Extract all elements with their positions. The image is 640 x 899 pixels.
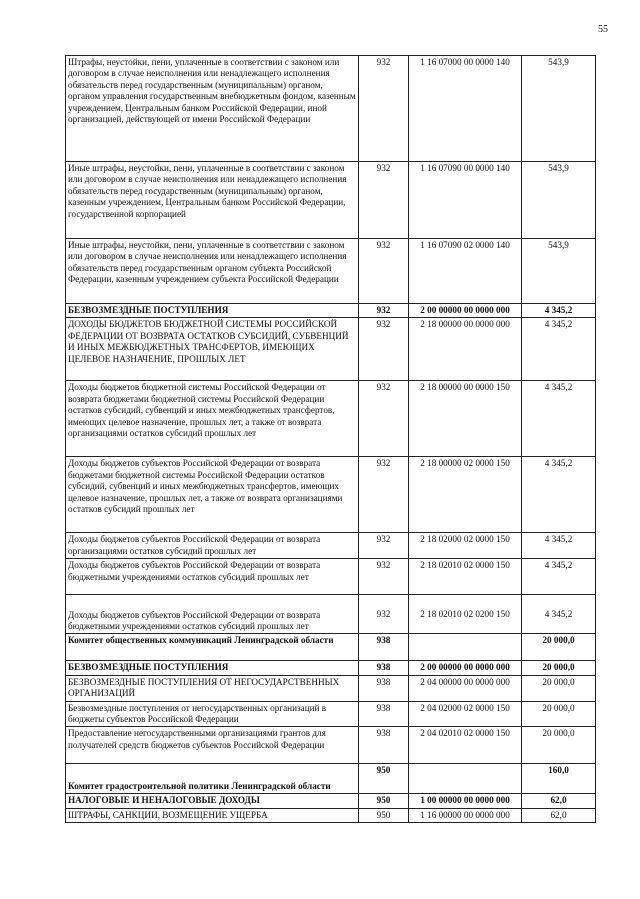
row-name-cell: Комитет градостроительной политики Ленинградской области bbox=[66, 764, 359, 794]
table-row bbox=[66, 239, 596, 304]
table-row bbox=[66, 595, 596, 634]
kbk-code-cell: 2 18 00000 00 0000 000 bbox=[409, 318, 522, 381]
table-row bbox=[66, 675, 596, 701]
kbk-code-cell: 2 18 02000 02 0000 150 bbox=[409, 533, 522, 559]
row-name-cell: Доходы бюджетов бюджетной системы Российской Федерации от возврата бюджетами бюджетной системы Российской Федерации остатков субсидий, субвенций и иных межбюджетных трансфертов, имеющих целевое назначение, прошлых лет, а также от возврата организациями остатков субсидий прошлых лет bbox=[66, 381, 359, 457]
kbk-code-cell: 2 00 00000 00 0000 000 bbox=[409, 304, 522, 318]
row-name-cell: Доходы бюджетов субъектов Российской Федерации от возврата бюджетными учреждениями остатков субсидий прошлых лет bbox=[66, 595, 359, 634]
admin-code-cell: 950 bbox=[359, 764, 409, 794]
sum-cell: 543,9 bbox=[522, 239, 596, 304]
kbk-code-cell: 2 00 00000 00 0000 000 bbox=[409, 661, 522, 675]
table-row bbox=[66, 318, 596, 381]
kbk-code-cell: 2 18 02010 02 0200 150 bbox=[409, 595, 522, 634]
admin-code-cell: 932 bbox=[359, 304, 409, 318]
kbk-code-cell: 2 04 02000 02 0000 150 bbox=[409, 701, 522, 727]
row-name-cell: ШТРАФЫ, САНКЦИИ, ВОЗМЕЩЕНИЕ УЩЕРБА bbox=[66, 808, 359, 822]
table-row bbox=[66, 457, 596, 533]
sum-cell: 20 000,0 bbox=[522, 727, 596, 764]
row-name-cell: ДОХОДЫ БЮДЖЕТОВ БЮДЖЕТНОЙ СИСТЕМЫ РОССИЙСКОЙ ФЕДЕРАЦИИ ОТ ВОЗВРАТА ОСТАТКОВ СУБСИДИЙ, СУБВЕНЦИЙ И ИНЫХ МЕЖБЮДЖЕТНЫХ ТРАНСФЕРТОВ, ИМЕЮЩИХ ЦЕЛЕВОЕ НАЗНАЧЕНИЕ, ПРОШЛЫХ ЛЕТ bbox=[66, 318, 359, 381]
table-row bbox=[66, 304, 596, 318]
table-row bbox=[66, 381, 596, 457]
admin-code-cell: 932 bbox=[359, 162, 409, 239]
table-row bbox=[66, 661, 596, 675]
page-number: 55 bbox=[598, 24, 608, 35]
revenue-table bbox=[65, 55, 596, 823]
table-row bbox=[66, 764, 596, 794]
table-row bbox=[66, 794, 596, 808]
admin-code-cell: 932 bbox=[359, 239, 409, 304]
admin-code-cell: 932 bbox=[359, 56, 409, 162]
table-row bbox=[66, 701, 596, 727]
admin-code-cell: 932 bbox=[359, 318, 409, 381]
row-name-cell: БЕЗВОЗМЕЗДНЫЕ ПОСТУПЛЕНИЯ ОТ НЕГОСУДАРСТВЕННЫХ ОРГАНИЗАЦИЙ bbox=[66, 675, 359, 701]
kbk-code-cell: 2 04 02010 02 0000 150 bbox=[409, 727, 522, 764]
row-name-cell: Штрафы, неустойки, пени, уплаченные в соответствии с законом или договором в случае неисполнения или ненадлежащего исполнения обязательств перед государственным (муниципальным) органом, органом управления государственным внебюджетным фондом, казенным учреждением, Центральным банком Российской Федерации, иной организацией, действующей от имени Российской Федерации bbox=[66, 56, 359, 162]
row-name-cell: БЕЗВОЗМЕЗДНЫЕ ПОСТУПЛЕНИЯ bbox=[66, 661, 359, 675]
admin-code-cell: 938 bbox=[359, 675, 409, 701]
admin-code-cell: 932 bbox=[359, 559, 409, 595]
table-row bbox=[66, 162, 596, 239]
row-name-cell: НАЛОГОВЫЕ И НЕНАЛОГОВЫЕ ДОХОДЫ bbox=[66, 794, 359, 808]
admin-code-cell: 938 bbox=[359, 634, 409, 661]
sum-cell: 20 000,0 bbox=[522, 675, 596, 701]
row-name-cell: Доходы бюджетов субъектов Российской Федерации от возврата бюджетами бюджетной системы Российской Федерации остатков субсидий, субвенций и иных межбюджетных трансфертов, имеющих целевое назначение, прошлых лет, а также от возврата организациями остатков субсидий прошлых лет bbox=[66, 457, 359, 533]
sum-cell: 62,0 bbox=[522, 808, 596, 822]
admin-code-cell: 938 bbox=[359, 701, 409, 727]
kbk-code-cell: 1 16 07090 02 0000 140 bbox=[409, 239, 522, 304]
row-name-cell: Иные штрафы, неустойки, пени, уплаченные в соответствии с законом или договором в случае неисполнения или ненадлежащего исполнения обязательств перед государственным (муниципальным) органом, казенным учреждением, Центральным банком Российской Федерации, государственной корпорацией bbox=[66, 162, 359, 239]
table-row bbox=[66, 56, 596, 162]
sum-cell: 20 000,0 bbox=[522, 701, 596, 727]
admin-code-cell: 932 bbox=[359, 533, 409, 559]
table-row bbox=[66, 533, 596, 559]
admin-code-cell: 938 bbox=[359, 661, 409, 675]
kbk-code-cell: 2 04 00000 00 0000 000 bbox=[409, 675, 522, 701]
sum-cell: 4 345,2 bbox=[522, 318, 596, 381]
sum-cell: 4 345,2 bbox=[522, 559, 596, 595]
admin-code-cell: 950 bbox=[359, 808, 409, 822]
sum-cell: 62,0 bbox=[522, 794, 596, 808]
kbk-code-cell: 1 00 00000 00 0000 000 bbox=[409, 794, 522, 808]
sum-cell: 4 345,2 bbox=[522, 457, 596, 533]
sum-cell: 4 345,2 bbox=[522, 381, 596, 457]
admin-code-cell: 938 bbox=[359, 727, 409, 764]
kbk-code-cell: 2 18 00000 02 0000 150 bbox=[409, 457, 522, 533]
sum-cell: 4 345,2 bbox=[522, 595, 596, 634]
sum-cell: 160,0 bbox=[522, 764, 596, 794]
admin-code-cell: 950 bbox=[359, 794, 409, 808]
row-name-cell: Безвозмездные поступления от негосударственных организаций в бюджеты субъектов Российской Федерации bbox=[66, 701, 359, 727]
row-name-cell: Доходы бюджетов субъектов Российской Федерации от возврата организациями остатков субсидий прошлых лет bbox=[66, 533, 359, 559]
kbk-code-cell bbox=[409, 634, 522, 661]
sum-cell: 543,9 bbox=[522, 56, 596, 162]
kbk-code-cell: 1 16 07000 00 0000 140 bbox=[409, 56, 522, 162]
row-name-cell: Иные штрафы, неустойки, пени, уплаченные в соответствии с законом или договором в случае неисполнения или ненадлежащего исполнения обязательств перед государственным органом субъекта Российской Федерации, казенным учреждением субъекта Российской Федерации bbox=[66, 239, 359, 304]
kbk-code-cell: 2 18 02010 02 0000 150 bbox=[409, 559, 522, 595]
table-row bbox=[66, 727, 596, 764]
kbk-code-cell bbox=[409, 764, 522, 794]
admin-code-cell: 932 bbox=[359, 595, 409, 634]
sum-cell: 20 000,0 bbox=[522, 661, 596, 675]
row-name-cell: Доходы бюджетов субъектов Российской Федерации от возврата бюджетными учреждениями остатков субсидий прошлых лет bbox=[66, 559, 359, 595]
table-row bbox=[66, 808, 596, 822]
table-row bbox=[66, 634, 596, 661]
sum-cell: 543,9 bbox=[522, 162, 596, 239]
sum-cell: 4 345,2 bbox=[522, 304, 596, 318]
row-name-cell: Предоставление негосударственными организациями грантов для получателей средств бюджетов субъектов Российской Федерации bbox=[66, 727, 359, 764]
admin-code-cell: 932 bbox=[359, 381, 409, 457]
kbk-code-cell: 1 16 07090 00 0000 140 bbox=[409, 162, 522, 239]
sum-cell: 4 345,2 bbox=[522, 533, 596, 559]
row-name-cell: Комитет общественных коммуникаций Ленинградской области bbox=[66, 634, 359, 661]
admin-code-cell: 932 bbox=[359, 457, 409, 533]
sum-cell: 20 000,0 bbox=[522, 634, 596, 661]
kbk-code-cell: 2 18 00000 00 0000 150 bbox=[409, 381, 522, 457]
table-row bbox=[66, 559, 596, 595]
row-name-cell: БЕЗВОЗМЕЗДНЫЕ ПОСТУПЛЕНИЯ bbox=[66, 304, 359, 318]
kbk-code-cell: 1 16 00000 00 0000 000 bbox=[409, 808, 522, 822]
